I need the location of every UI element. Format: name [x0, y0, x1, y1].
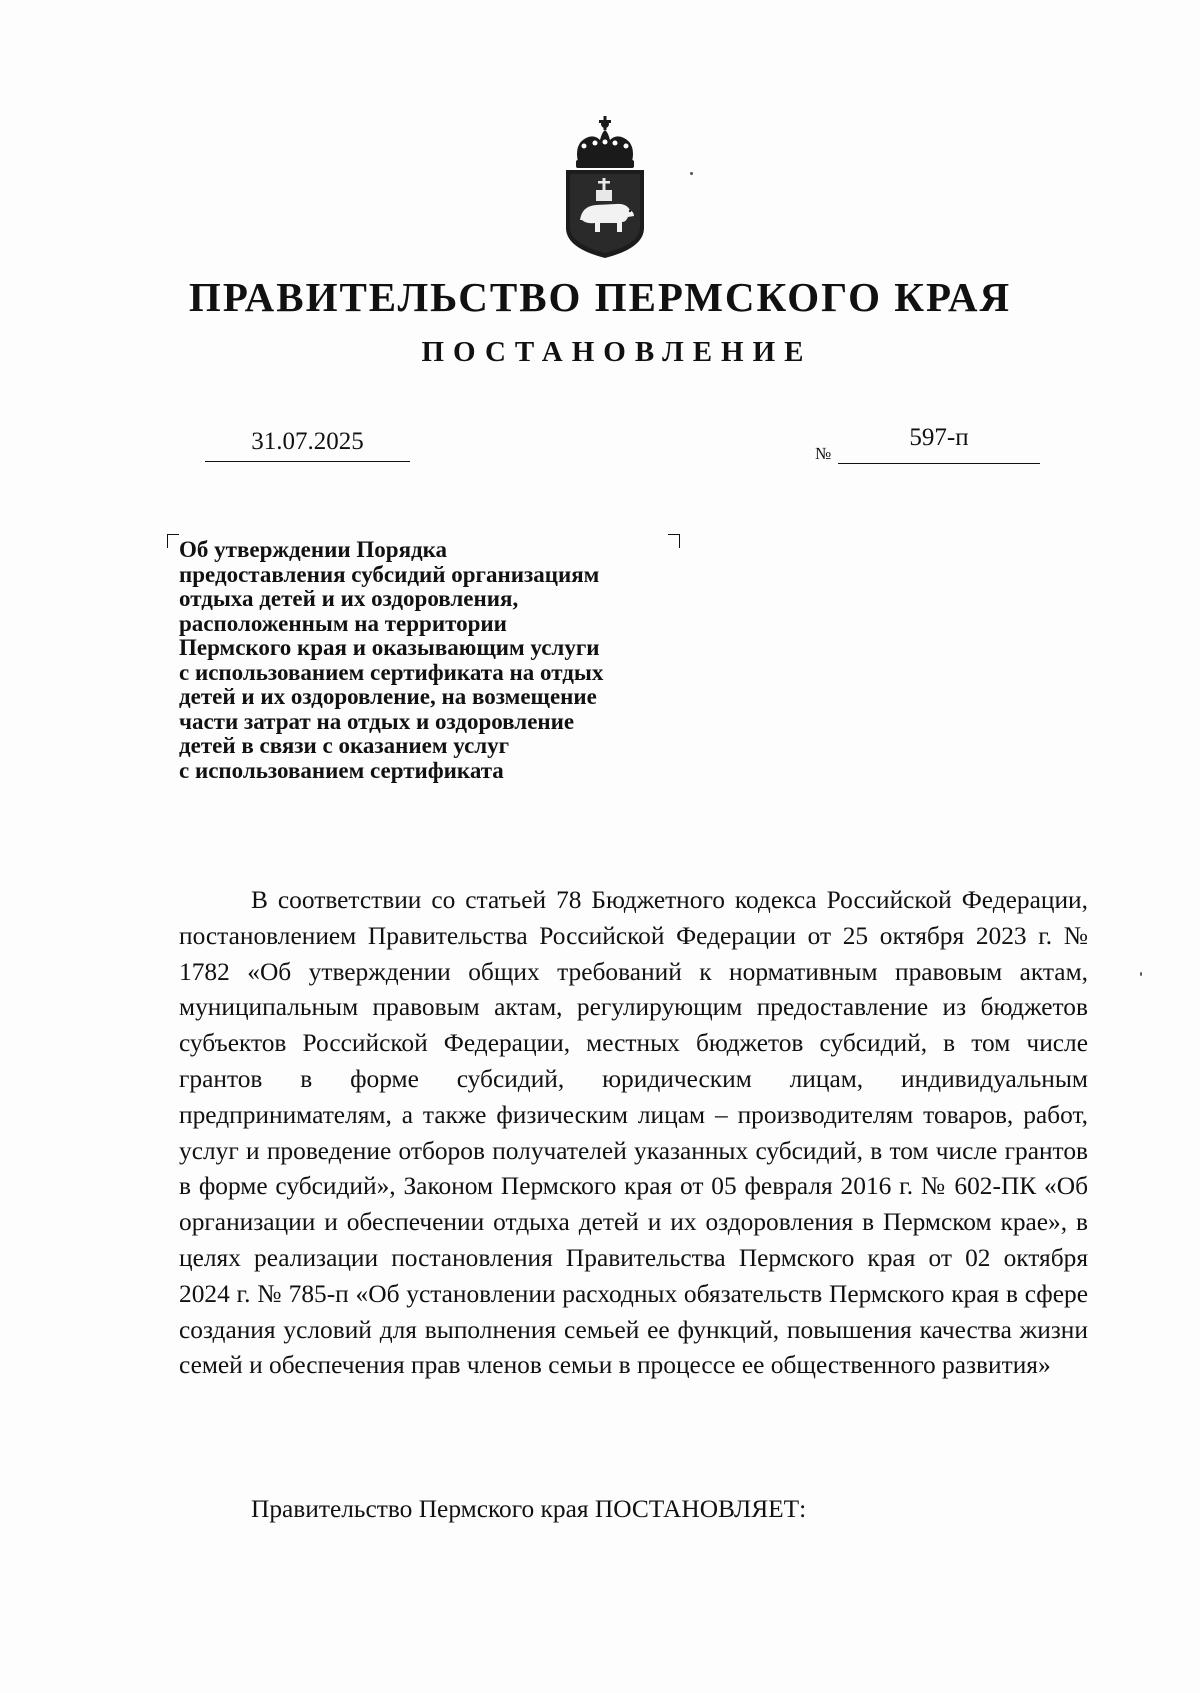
subject-line: Пермского края и оказывающим услуги	[179, 635, 600, 660]
subject-line: предоставления субсидий организациям	[179, 561, 600, 587]
organization-title: ПРАВИТЕЛЬСТВО ПЕРМСКОГО КРАЯ	[188, 274, 1012, 320]
resolution-clause: Правительство Пермского края ПОСТАНОВЛЯЕТ:	[251, 1495, 807, 1523]
subject-line: Об утверждении Порядка	[179, 537, 448, 562]
document-subject	[179, 538, 719, 783]
preamble-paragraph: В соответствии со статьей 78 Бюджетного кодекса Российской Федерации, постановлением Правительства Российской Федерации от 25 октября 2023 г. № 1782 «Об утверждении общих требований к нормативным правовым актам, муниципальным правовым актам, регулирующим предоставление из бюджетов субъектов Российской Федерации, местных бюджетов субсидий, в том числе грантов в форме субсидий, юридическим лицам, индивидуальным предпринимателям, а также физическим лицам – производителям товаров, работ, услуг и проведение отборов получателей указанных субсидий, в том числе грантов в форме субсидий», Законом Пермского края от 05 февраля 2016 г. № 602-ПК «Об организации и обеспечении отдыха детей и их оздоровления в Пермском крае», в целях реализации постановления Правительства Пермского края от 02 октября 2024 г. № 785-п «Об установлении расходных обязательств Пермского края в сфере создания условий для выполнения семьей ее функций, повышения качества жизни семей и обеспечения прав членов семьи в процессе ее общественного развития»	[179, 886, 1088, 1380]
document-number: 597-п	[838, 421, 1040, 464]
document-type-heading: ПОСТАНОВЛЕНИЕ	[421, 336, 813, 368]
perm-krai-coat-of-arms-icon	[560, 110, 650, 260]
subject-line: с использованием сертификата на отдых	[179, 659, 604, 685]
number-sign: №	[815, 444, 832, 463]
subject-line: детей и их оздоровление, на возмещение	[179, 684, 597, 709]
subject-line: с использованием сертификата	[179, 757, 504, 783]
subject-line: части затрат на отдых и оздоровление	[179, 708, 575, 734]
subject-line: расположенным на территории	[179, 610, 507, 636]
subject-line: отдыха детей и их оздоровления,	[179, 586, 519, 611]
scan-speck	[1140, 972, 1142, 976]
document-date: 31.07.2025	[205, 425, 410, 462]
subject-left-corner-mark	[167, 534, 179, 548]
scan-speck	[690, 172, 693, 175]
subject-line: детей в связи с оказанием услуг	[179, 733, 510, 758]
